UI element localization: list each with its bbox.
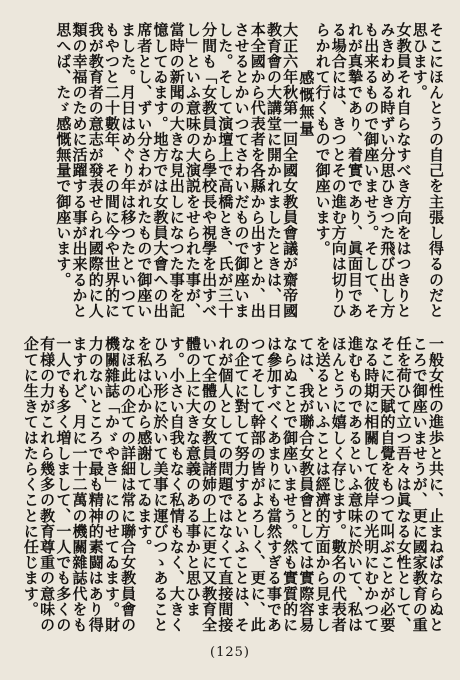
paragraph: なほ此の企ての詳細は常に聯合女教員會の機關雜誌「かゞやき」にのせてゐます。財力のないところで最も精神的素闘はあり得ますれど、月に一十二萬の機關雜誌代をも一人でも多く増しまして、一人でも多くの有様の力がこれら幾多の教育尊重の意味の企てに生きてはたらくことに任じます。 (21, 336, 138, 633)
page-number: (125) (210, 645, 250, 660)
upper-text-block (26, 22, 444, 321)
paragraph: 女教員それ自らなすべき方向をはつきりとみきわめる時ずい分思ひきつた飛び出し方も出来るもので御座いませう。そして、それが真摯であり、着實であり、眞面目である場合には、きつとその進む方向は切りひらかれて行くもので御座います。 (313, 22, 413, 319)
paragraph: そこにほんとうの自己を主張し得るのだと思ひます。 (410, 22, 445, 319)
paragraph: 大正六年秋第一回全國女教員會議が齋帝國教育會の大講堂に開かれましたときは、日本全國から代表者を各縣から出すとか、出させるとかいつてさわいだもので御座いました。そして演壇上で高橋とき、氏が三十分間も「女教員から學校長や視學を出すべし」といふ意味の大演説をせられた事が、當時の新聞の大きな見出しになつた事を記憶してゐます。地方では女教員大會への出席者とし、ずい分さわがれたもので御座いました。月日はめぐり年は移つたといつてもやつと二十數年、その間に今や世界的に我が教育者の意志が發表せられ國際的に人類の幸福のために活躍する事が出来るかと思へば、たゞ感慨無量で御座います。 (54, 22, 300, 319)
lower-text-block (21, 336, 445, 634)
paragraph: 一般女性の進歩と共に、止まねばならぬところで御座いませうが、更に國家教育の重任を荷ひて立つ吾々は眞なる女性として、そこに天賦的自覺をもつて叫ぶことが必要なる時期に相關して彼岸の光明にむかつて進むものであるといふ意味に於いて、私はほんとうに嬉しく存じます。數名の代表者を送るといふことは經濟的方面から見ましては、我が聯合女教員會としては實際容易ならぬことで御座いませう。然も實質的には參加すべくあまりにも當然すぎる事であつてそして幹部の皆がよろしく、更に、此の企てに對して努力するといふことは、それが個人としての問題ではなくて直接間接いて全體の女教員諸姉の上に更に又教育全體の上に大きな意義のある事かと思ひます。小さい自我もなく私情もなく、大きくひろい形に於いて美事に運びつゝあることを私は心から感謝してゐます。 (135, 336, 445, 633)
section-heading: 感慨無量 (297, 70, 316, 138)
